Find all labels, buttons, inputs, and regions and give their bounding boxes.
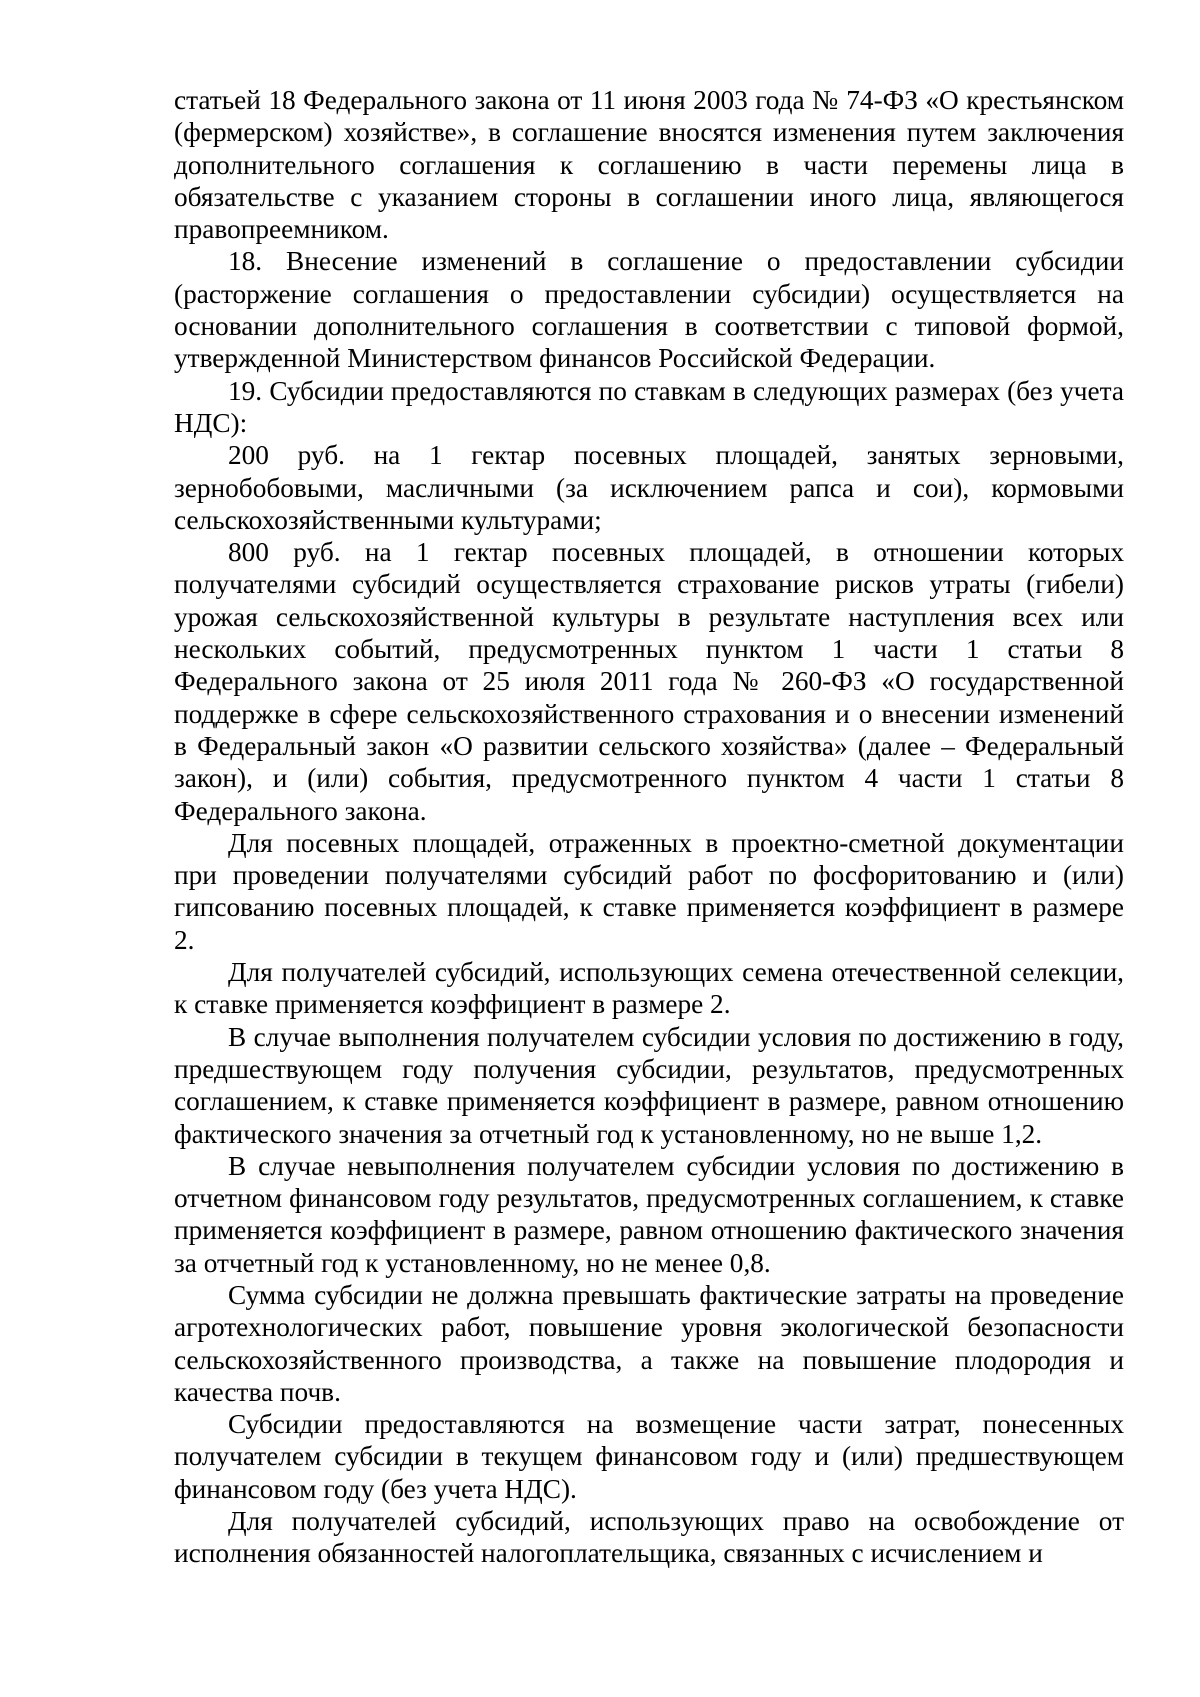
paragraph-rate-200: 200 руб. на 1 гектар посевных площадей, занятых зерновыми, зернобобовыми, масличными (за исключением рапса и сои), кормовыми сельскохозяйственными культурами; [174,440,1124,535]
paragraph-tax-exemption: Для получателей субсидий, использующих право на освобождение от исполнения обязанностей налогоплательщика, связанных с исчислением и [174,1506,1124,1569]
document-body [174,84,1124,1570]
paragraph-subsidy-limit: Сумма субсидии не должна превышать фактические затраты на проведение агротехнологических работ, повышение уровня экологической безопасности сельскохозяйственного производства, а также на повышение плодородия и качества почв. [174,1279,1124,1407]
paragraph-domestic-seeds-coefficient: Для получателей субсидий, использующих семена отечественной селекции, к ставке применяется коэффициент в размере 2. [174,957,1124,1020]
paragraph-item-19: 19. Субсидии предоставляются по ставкам в следующих размерах (без учета НДС): [174,375,1124,438]
paragraph-phosphoritization-coefficient: Для посевных площадей, отраженных в проектно-сметной документации при проведении получателями субсидий работ по фосфоритованию и (или) гипсованию посевных площадей, к ставке применяется коэффициент в размере 2. [174,827,1124,955]
paragraph-achievement-coefficient: В случае выполнения получателем субсидии условия по достижению в году, предшествующем году получения субсидии, результатов, предусмотренных соглашением, к ставке применяется коэффициент в размере, равном отношению фактического значения за отчетный год к установленному, но не выше 1,2. [174,1021,1124,1149]
paragraph-item-18: 18. Внесение изменений в соглашение о предоставлении субсидии (расторжение соглашения о предоставлении субсидии) осуществляется на основании дополнительного соглашения в соответствии с типовой формой, утвержденной Министерством финансов Российской Федерации. [174,246,1124,374]
paragraph-continuation: статьей 18 Федерального закона от 11 июня 2003 года № 74-ФЗ «О крестьянском (фермерском) хозяйстве», в соглашение вносятся изменения путем заключения дополнительного соглашения к соглашению в части перемены лица в обязательстве с указанием стороны в соглашении иного лица, являющегося правопреемником. [174,85,1124,245]
paragraph-non-achievement-coefficient: В случае невыполнения получателем субсидии условия по достижению в отчетном финансовом году результатов, предусмотренных соглашением, к ставке применяется коэффициент в размере, равном отношению фактического значения за отчетный год к установленному, но не менее 0,8. [174,1150,1124,1278]
paragraph-rate-800: 800 руб. на 1 гектар посевных площадей, в отношении которых получателями субсидий осуществляется страхование рисков утраты (гибели) урожая сельскохозяйственной культуры в результате наступления всех или нескольких событий, предусмотренных пунктом 1 части 1 статьи 8 Федерального закона от 25 июля 2011 года № 260-ФЗ «О государственной поддержке в сфере сельскохозяйственного страхования и о внесении изменений в Федеральный закон «О развитии сельского хозяйства» (далее – Федеральный закон), и (или) события, предусмотренного пунктом 4 части 1 статьи 8 Федерального закона. [174,537,1124,826]
paragraph-cost-reimbursement: Субсидии предоставляются на возмещение части затрат, понесенных получателем субсидии в текущем финансовом году и (или) предшествующем финансовом году (без учета НДС). [174,1409,1124,1504]
